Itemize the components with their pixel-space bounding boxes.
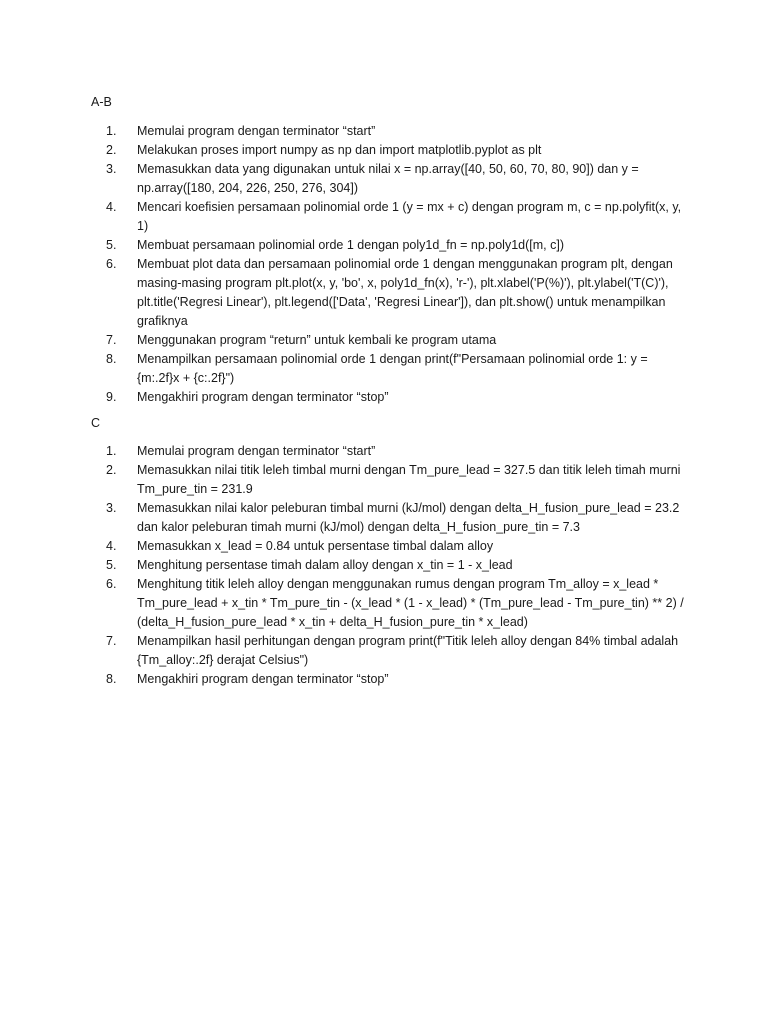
step-number: 7. bbox=[106, 634, 117, 648]
step-number: 8. bbox=[106, 672, 117, 686]
step-number: 3. bbox=[106, 501, 117, 515]
step-number: 6. bbox=[106, 577, 117, 591]
list-item bbox=[106, 499, 686, 537]
list-item bbox=[106, 632, 686, 670]
step-text: Menghitung persentase timah dalam alloy dengan x_tin = 1 - x_lead bbox=[137, 558, 513, 572]
step-text: Mengakhiri program dengan terminator “stop” bbox=[137, 672, 389, 686]
step-number: 5. bbox=[106, 558, 117, 572]
list-item bbox=[106, 556, 686, 575]
step-number: 7. bbox=[106, 333, 117, 347]
step-text: Memasukkan nilai kalor peleburan timbal murni (kJ/mol) dengan delta_H_fusion_pure_lead = 23.2 dan kalor peleburan timah murni (kJ/mol) dengan delta_H_fusion_pure_tin = 7.3 bbox=[137, 501, 680, 534]
list-item bbox=[106, 461, 686, 499]
list-item bbox=[106, 160, 686, 198]
step-number: 5. bbox=[106, 238, 117, 252]
list-item bbox=[106, 198, 686, 236]
list-item bbox=[106, 331, 686, 350]
list-item bbox=[106, 255, 686, 331]
list-item bbox=[106, 670, 686, 689]
step-text: Menampilkan hasil perhitungan dengan program print(f"Titik leleh alloy dengan 84% timbal adalah {Tm_alloy:.2f} derajat Celsius") bbox=[137, 634, 679, 667]
step-number: 4. bbox=[106, 200, 117, 214]
step-text: Membuat plot data dan persamaan polinomial orde 1 dengan menggunakan program plt, dengan masing-masing program plt.plot(x, y, 'bo', x, poly1d_fn(x), 'r-'), plt.xlabel('P(%)'), plt.ylabel('T(C)'), plt.title('Regresi Linear'), plt.legend(['Data', 'Regresi Linear']), dan plt.show() untuk menampilkan grafiknya bbox=[137, 257, 673, 328]
step-text: Menampilkan persamaan polinomial orde 1 dengan print(f"Persamaan polinomial orde 1: y = {m:.2f}x + {c:.2f}") bbox=[137, 352, 648, 385]
list-item bbox=[106, 141, 686, 160]
list-item bbox=[106, 350, 686, 388]
step-text: Mengakhiri program dengan terminator “stop” bbox=[137, 390, 389, 404]
step-text: Memulai program dengan terminator “start” bbox=[137, 444, 376, 458]
step-number: 6. bbox=[106, 257, 117, 271]
list-item bbox=[106, 236, 686, 255]
list-item bbox=[106, 575, 686, 632]
list-item bbox=[106, 442, 686, 461]
step-text: Memasukkan data yang digunakan untuk nilai x = np.array([40, 50, 60, 70, 80, 90]) dan y = np.array([180, 204, 226, 250, 276, 304]) bbox=[137, 162, 639, 195]
step-text: Memasukkan nilai titik leleh timbal murni dengan Tm_pure_lead = 327.5 dan titik leleh timah murni Tm_pure_tin = 231.9 bbox=[137, 463, 681, 496]
step-number: 1. bbox=[106, 444, 117, 458]
step-number: 3. bbox=[106, 162, 117, 176]
step-number: 8. bbox=[106, 352, 117, 366]
section-heading-c: C bbox=[91, 416, 101, 430]
section-heading-ab: A-B bbox=[91, 95, 112, 109]
steps-list-c bbox=[106, 442, 686, 689]
list-item bbox=[106, 122, 686, 141]
step-text: Menghitung titik leleh alloy dengan menggunakan rumus dengan program Tm_alloy = x_lead * Tm_pure_lead + x_tin * Tm_pure_tin - (x_lead * (1 - x_lead) * (Tm_pure_lead - Tm_pure_tin) ** 2) / (delta_H_fusion_pure_lead * x_tin + delta_H_fusion_pure_tin * x_lead) bbox=[137, 577, 684, 629]
step-text: Melakukan proses import numpy as np dan import matplotlib.pyplot as plt bbox=[137, 143, 542, 157]
list-item bbox=[106, 388, 686, 407]
step-text: Membuat persamaan polinomial orde 1 dengan poly1d_fn = np.poly1d([m, c]) bbox=[137, 238, 564, 252]
steps-list-ab bbox=[106, 122, 686, 407]
list-item bbox=[106, 537, 686, 556]
step-number: 9. bbox=[106, 390, 117, 404]
step-number: 1. bbox=[106, 124, 117, 138]
step-text: Menggunakan program “return” untuk kembali ke program utama bbox=[137, 333, 497, 347]
step-text: Mencari koefisien persamaan polinomial orde 1 (y = mx + c) dengan program m, c = np.polyfit(x, y, 1) bbox=[137, 200, 682, 233]
step-text: Memasukkan x_lead = 0.84 untuk persentase timbal dalam alloy bbox=[137, 539, 494, 553]
step-number: 2. bbox=[106, 463, 117, 477]
step-number: 4. bbox=[106, 539, 117, 553]
step-text: Memulai program dengan terminator “start” bbox=[137, 124, 376, 138]
step-number: 2. bbox=[106, 143, 117, 157]
